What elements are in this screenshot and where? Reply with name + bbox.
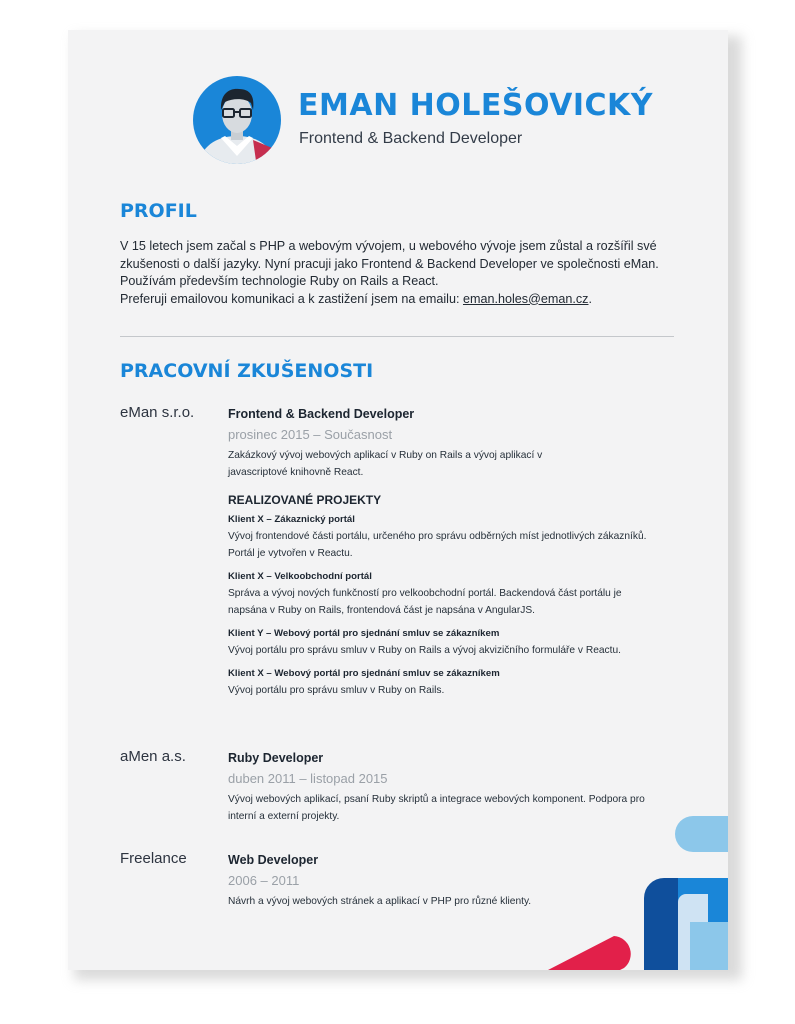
project-title: Klient X – Webový portál pro sjednání smluv se zákazníkem — [228, 668, 500, 679]
resume-page — [68, 30, 728, 970]
candidate-name: EMAN HOLEŠOVICKÝ — [298, 88, 654, 123]
job-description: Zakázkový vývoj webových aplikací v Ruby on Rails a vývoj aplikací v javascriptové knihovně React. — [228, 450, 543, 478]
project-title: Klient X – Velkoobchodní portál — [228, 571, 372, 582]
job-role: Ruby Developer — [228, 751, 324, 765]
profile-heading: PROFIL — [120, 200, 197, 222]
email-link[interactable]: eman.holes@eman.cz — [462, 291, 589, 306]
profile-paragraph: V 15 letech jsem začal s PHP a webovým vývojem, u webového vývoje jsem zůstal a rozšířil své zkušenosti o další jazyky. Nyní pracuji jako Frontend & Backend Developer ve společnosti eMan. Používám především technologie Ruby on Rails a React. — [120, 239, 659, 288]
contact-prefix: Preferuji emailovou komunikaci a k zastižení jsem na emailu: — [120, 291, 463, 306]
project-description: Vývoj portálu pro správu smluv v Ruby on Rails a vývoj akvizičního formuláře v Reactu. — [228, 645, 621, 656]
job-role: Web Developer — [228, 853, 319, 867]
job-role: Frontend & Backend Developer — [228, 407, 415, 421]
project-description: Vývoj portálu pro správu smluv v Ruby on Rails. — [228, 685, 445, 696]
projects-heading: REALIZOVANÉ PROJEKTY — [228, 493, 382, 507]
project-description: Správa a vývoj nových funkčností pro velkoobchodní portál. Backendová část portálu je napsána v Ruby on Rails, frontendová část je napsána v AngularJS. — [228, 588, 622, 616]
project-title: Klient X – Zákaznický portál — [228, 514, 355, 525]
company-name: aMen a.s. — [120, 748, 186, 765]
project-description: Vývoj frontendové části portálu, určeného pro správu odběrných míst jednotlivých zákazníků. Portál je vytvořen v Reactu. — [228, 531, 647, 559]
job-description: Vývoj webových aplikací, psaní Ruby skriptů a integrace webových komponent. Podpora pro interní a externí projekty. — [228, 794, 645, 822]
contact-suffix: . — [588, 291, 592, 306]
job-period: duben 2011 – listopad 2015 — [228, 771, 388, 786]
job-period: 2006 – 2011 — [228, 873, 300, 888]
candidate-title: Frontend & Backend Developer — [299, 130, 523, 147]
project-title: Klient Y – Webový portál pro sjednání smluv se zákazníkem — [228, 628, 500, 639]
decorative-shapes — [68, 30, 728, 970]
job-period: prosinec 2015 – Současnost — [228, 427, 393, 442]
job-description: Návrh a vývoj webových stránek a aplikací v PHP pro různé klienty. — [228, 896, 532, 907]
company-name: eMan s.r.o. — [120, 404, 195, 421]
experience-heading: PRACOVNÍ ZKUŠENOSTI — [120, 360, 374, 382]
company-name: Freelance — [120, 850, 187, 867]
